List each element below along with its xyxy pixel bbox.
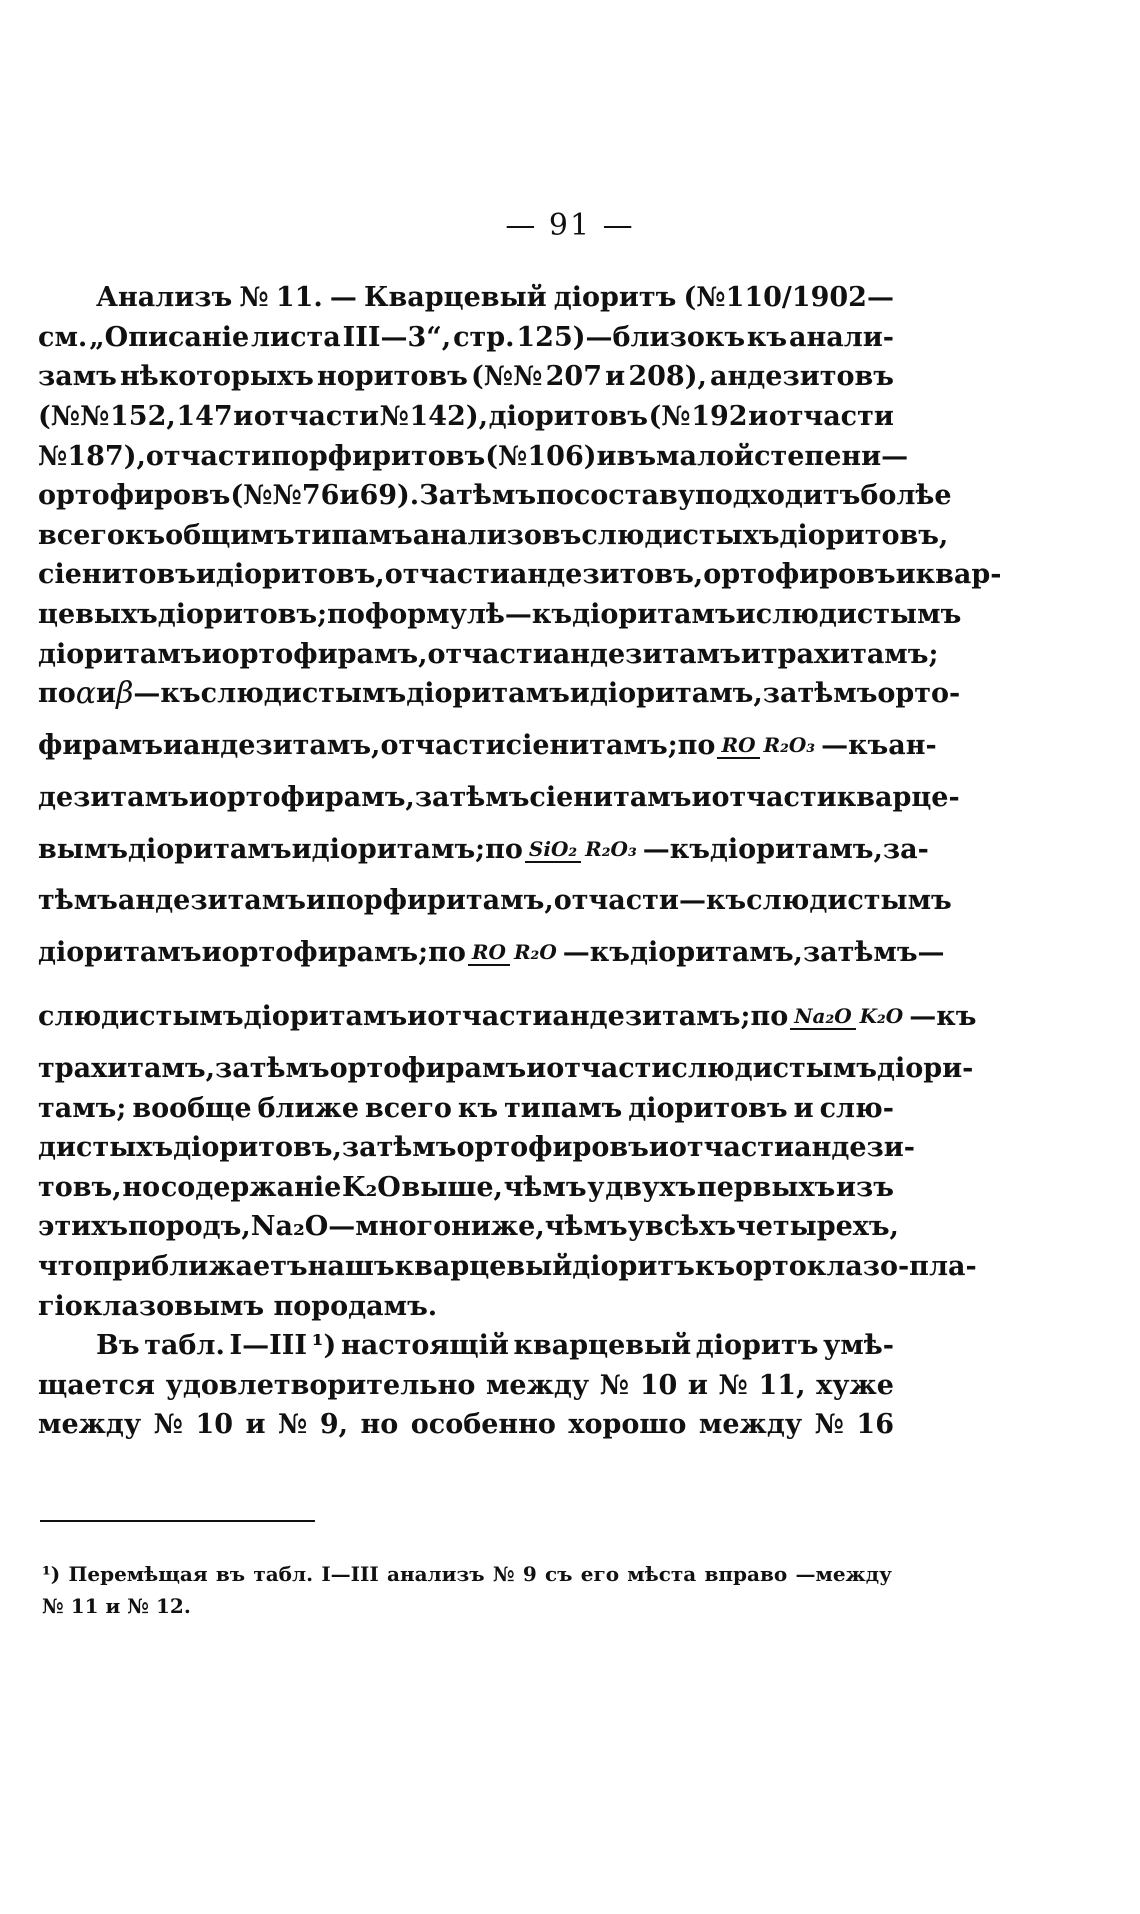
word: діоритамъ,	[589, 678, 763, 710]
word: сіенитовъ	[38, 559, 196, 591]
word: анализовъ	[412, 519, 582, 551]
word: и	[339, 480, 360, 512]
word: сіенитамъ;	[505, 730, 678, 762]
text-line	[38, 1168, 894, 1208]
word: ортофирамъ,	[208, 781, 415, 813]
word: затѣмъ	[802, 937, 918, 969]
word: діоритовъ	[488, 401, 648, 433]
word: ортофирамъ,	[221, 638, 428, 670]
word: кварцевый	[513, 1330, 692, 1362]
text-line	[38, 1286, 894, 1326]
word: и	[245, 1409, 266, 1441]
word: андези-	[794, 1132, 915, 1164]
word: —къ	[133, 678, 201, 710]
word: и	[691, 781, 712, 813]
word: и	[687, 1369, 708, 1401]
paragraph-analysis	[38, 278, 1002, 1326]
paragraph-table	[38, 1326, 894, 1445]
word: и	[735, 599, 756, 631]
word: гіоклазовымъ породамъ.	[38, 1290, 438, 1322]
word: между	[38, 1409, 142, 1441]
word: и	[201, 638, 222, 670]
word: затѣмъ	[414, 781, 530, 813]
word: и	[96, 678, 117, 710]
word: I—III	[229, 1330, 308, 1362]
fraction-denominator: R₂O₃	[585, 836, 637, 861]
word: ортофировъ	[456, 1132, 649, 1164]
word: и	[596, 440, 617, 472]
word: слюдистымъ	[746, 885, 952, 917]
word: по	[428, 937, 466, 969]
word: 10	[195, 1409, 234, 1441]
word: по	[327, 599, 365, 631]
word: 106)	[527, 440, 597, 472]
word: и	[407, 1001, 428, 1033]
word: табл.	[144, 1330, 225, 1362]
word: между	[485, 1369, 590, 1401]
word: хорошо	[568, 1409, 687, 1441]
word: (№	[648, 401, 691, 433]
word: удовлетворительно	[165, 1369, 476, 1401]
word: товъ,	[38, 1171, 122, 1203]
word: стр.	[453, 321, 515, 353]
word: всѣхъ	[644, 1211, 736, 1243]
word: отчасти	[427, 638, 553, 670]
word: Кварцевый	[363, 282, 547, 314]
word: андезитамъ;	[552, 1001, 751, 1033]
word: (№№	[230, 480, 302, 512]
fraction-denominator: R₂O	[513, 940, 557, 965]
word: —	[562, 937, 590, 969]
word: и	[291, 833, 312, 865]
text-line	[38, 674, 961, 714]
word: отчасти	[768, 401, 894, 433]
word: у	[587, 1171, 605, 1203]
word: щается	[38, 1369, 156, 1401]
word: содержаніе	[160, 1171, 342, 1203]
word: андезитовъ	[710, 361, 894, 393]
fraction-numerator: SiO₂	[525, 837, 581, 863]
word: затѣмъ	[215, 1053, 330, 1085]
word: ¹)	[311, 1330, 337, 1362]
word: ортофирамъ;	[221, 937, 429, 969]
fraction-denominator: K₂O	[859, 1004, 904, 1029]
word: нашъ	[307, 1250, 395, 1282]
word: отчасти	[427, 1001, 553, 1033]
word: тамъ;	[38, 1092, 127, 1124]
word: 9	[522, 1562, 537, 1586]
word: вымъ	[38, 833, 128, 865]
word: ортофировъ	[38, 480, 231, 512]
word: I—III	[321, 1562, 379, 1586]
word: (№№	[471, 361, 543, 393]
word: и	[201, 937, 222, 969]
text-line	[38, 357, 894, 397]
word: отчасти	[384, 559, 510, 591]
text-line	[38, 595, 962, 635]
word: къ	[694, 1250, 736, 1282]
word: Na₂O—много	[250, 1211, 452, 1243]
text-line	[38, 634, 939, 674]
text-line	[38, 476, 952, 516]
word: кварце-	[836, 781, 960, 813]
word: слюдистымъ	[38, 1001, 244, 1033]
word: общимъ	[165, 519, 295, 551]
text-line	[38, 921, 945, 985]
word: отчасти	[553, 885, 679, 917]
word: типамъ	[504, 1092, 623, 1124]
word: ¹)	[42, 1562, 61, 1586]
word: дистыхъ	[38, 1132, 174, 1164]
word: №	[814, 1409, 844, 1441]
word: 9,	[319, 1409, 349, 1441]
word: 11,	[758, 1369, 806, 1401]
text-line	[38, 555, 1002, 595]
word: въ	[215, 1562, 246, 1586]
word: фирамъ	[38, 730, 163, 762]
word: и	[648, 1132, 669, 1164]
word: и	[748, 401, 769, 433]
word: къ	[669, 833, 710, 865]
text-line	[38, 778, 960, 818]
word: №	[492, 1562, 515, 1586]
word: 142),	[409, 401, 489, 433]
text-line	[38, 817, 929, 881]
word: между	[698, 1409, 803, 1441]
word: андезитамъ	[552, 638, 741, 670]
word: хуже	[816, 1369, 894, 1401]
word: діоритамъ	[38, 937, 202, 969]
word: андезитамъ,	[182, 730, 381, 762]
beta-symbol: β	[116, 676, 134, 712]
word: норитовъ	[316, 361, 468, 393]
text-line	[38, 714, 937, 778]
word: анали-	[788, 321, 894, 353]
word: и	[605, 361, 626, 393]
word: діори-	[877, 1053, 974, 1085]
word: порфиритамъ,	[326, 885, 554, 917]
word: къ	[124, 519, 166, 551]
word: 147	[176, 401, 233, 433]
word: діоритамъ	[38, 638, 202, 670]
word: отчасти	[253, 401, 380, 433]
word: замъ	[38, 361, 117, 393]
word: и	[188, 781, 209, 813]
word: но	[360, 1409, 399, 1441]
word: четырехъ,	[735, 1211, 899, 1243]
word: отчасти	[145, 440, 272, 472]
word: съ	[544, 1562, 573, 1586]
fraction	[468, 942, 561, 963]
word: вообще	[132, 1092, 252, 1124]
word: 16	[856, 1409, 894, 1441]
word: къ	[589, 937, 630, 969]
word: отчасти	[668, 1132, 795, 1164]
word: листа	[251, 321, 341, 353]
word: отчасти	[380, 730, 506, 762]
word: діоритовъ,	[215, 559, 385, 591]
word: къ	[705, 885, 747, 917]
word: №	[38, 440, 68, 472]
word: орто-	[877, 678, 961, 710]
word: кварцевый	[394, 1250, 573, 1282]
word: —между	[795, 1562, 892, 1586]
word: „Описаніе	[89, 321, 250, 353]
word: что	[38, 1250, 93, 1282]
text-line	[38, 1049, 974, 1089]
word: дезитамъ	[38, 781, 189, 813]
word: ан-	[888, 730, 937, 762]
word: Затѣмъ	[419, 480, 537, 512]
text-line	[38, 1247, 977, 1287]
word: ортоклазо-пла-	[735, 1250, 977, 1282]
text-line	[38, 1405, 894, 1445]
word: и	[740, 638, 761, 670]
word: порфиритовъ	[271, 440, 486, 472]
word: у	[627, 1211, 645, 1243]
fraction	[790, 1006, 907, 1027]
word: затѣмъ	[762, 678, 878, 710]
word: 76	[301, 480, 340, 512]
word: андезитовъ,	[509, 559, 704, 591]
text-line	[38, 1088, 894, 1128]
word: 69).	[359, 480, 420, 512]
word: его	[580, 1562, 620, 1586]
word: къ	[746, 321, 788, 353]
word: и	[305, 885, 326, 917]
fraction-numerator: Na₂O	[790, 1004, 855, 1030]
word: къ	[457, 1092, 499, 1124]
word: см.	[38, 321, 88, 353]
fraction-numerator: RO	[717, 733, 759, 759]
footnote-line	[42, 1590, 892, 1622]
word: ортофировъ	[703, 559, 896, 591]
word: по	[536, 480, 574, 512]
word: слюдистыхъ	[581, 519, 780, 551]
word: тѣмъ	[38, 885, 118, 917]
footnote-text: № 11 и № 12.	[42, 1594, 191, 1618]
word: типамъ	[294, 519, 413, 551]
alpha-symbol: α	[75, 676, 97, 712]
word: №	[379, 401, 409, 433]
word: породъ,	[128, 1211, 251, 1243]
word: по	[750, 1001, 789, 1033]
word: анализъ	[386, 1562, 485, 1586]
word: всего	[38, 519, 125, 551]
word: чѣмъ	[544, 1211, 628, 1243]
word: нѣкоторыхъ	[120, 361, 314, 393]
word: —къ	[909, 1001, 977, 1033]
word: въ	[616, 440, 657, 472]
text-line	[38, 1326, 894, 1366]
fraction	[525, 836, 641, 861]
word: подходитъ	[695, 480, 861, 512]
word: діоритамъ;	[311, 833, 486, 865]
word: но	[122, 1171, 161, 1203]
word: 207	[545, 361, 602, 393]
word: 125)—близокъ	[516, 321, 746, 353]
word: ближе	[257, 1092, 359, 1124]
fraction-denominator: R₂O₃	[763, 733, 816, 758]
word: и	[793, 1092, 814, 1124]
word: №	[153, 1409, 184, 1441]
word: —	[329, 282, 357, 314]
word: Въ	[96, 1330, 140, 1362]
word: K₂O	[341, 1171, 401, 1203]
word: болѣе	[860, 480, 952, 512]
word: —	[821, 730, 849, 762]
word: затѣмъ	[341, 1132, 457, 1164]
word: слюдистымъ	[200, 678, 407, 710]
word: по	[485, 833, 523, 865]
footnotes	[42, 1558, 892, 1622]
word: и	[233, 401, 254, 433]
footnote-line	[42, 1558, 892, 1590]
word: первыхъ	[696, 1171, 836, 1203]
text-line	[38, 1365, 894, 1405]
word: слюдистымъ	[671, 1053, 878, 1085]
text-line	[38, 516, 949, 556]
word: 187),	[67, 440, 146, 472]
text-line	[38, 397, 894, 437]
word: діоритамъ,	[709, 833, 883, 865]
word: 192	[691, 401, 748, 433]
word: и	[895, 559, 916, 591]
text-line	[38, 881, 952, 921]
word: №	[599, 1369, 630, 1401]
word: діоритовъ;	[157, 599, 328, 631]
word: особенно	[410, 1409, 556, 1441]
word: (№110/1902—	[683, 282, 894, 314]
word: всего	[364, 1092, 452, 1124]
word: изъ	[835, 1171, 894, 1203]
text-line	[38, 436, 909, 476]
word: и	[569, 678, 590, 710]
word: умѣ-	[823, 1330, 894, 1362]
word: трахитамъ,	[38, 1053, 216, 1085]
fraction	[717, 735, 819, 756]
word: ниже,	[451, 1211, 545, 1243]
word: выше,	[401, 1171, 503, 1203]
word: Перемѣщая	[68, 1562, 208, 1586]
word: приближаетъ	[92, 1250, 308, 1282]
word: двухъ	[605, 1171, 697, 1203]
word: этихъ	[38, 1211, 129, 1243]
word: составу	[573, 480, 696, 512]
word: діоритамъ	[406, 678, 570, 710]
word: Анализъ	[96, 282, 233, 314]
word: діоритамъ	[572, 599, 736, 631]
word: діоритъ	[553, 282, 677, 314]
word: отчасти	[546, 1053, 672, 1085]
word: и	[526, 1053, 547, 1085]
word: степени—	[754, 440, 909, 472]
word: мѣста	[627, 1562, 697, 1586]
text-line	[38, 1128, 915, 1168]
word: —	[642, 833, 670, 865]
word: (№	[485, 440, 528, 472]
word: табл.	[253, 1562, 314, 1586]
word: №	[239, 282, 269, 314]
word: 208),	[628, 361, 707, 393]
word: діоритъ	[695, 1330, 819, 1362]
word: формулѣ—къ	[364, 599, 573, 631]
word: слюдистымъ	[755, 599, 962, 631]
word: вправо	[704, 1562, 788, 1586]
text-line	[38, 278, 894, 318]
fraction-numerator: RO	[468, 940, 510, 966]
word: чѣмъ	[503, 1171, 587, 1203]
word: діоритамъ	[243, 1001, 408, 1033]
word: діоритъ	[572, 1250, 695, 1282]
word: цевыхъ	[38, 599, 158, 631]
word: отчасти	[711, 781, 837, 813]
word: 152,	[110, 401, 176, 433]
word: и	[195, 559, 216, 591]
word: ортофирамъ	[329, 1053, 527, 1085]
text-line	[38, 1207, 899, 1247]
word: и	[162, 730, 183, 762]
word: діоритовъ,	[779, 519, 949, 551]
word: III—3“,	[342, 321, 452, 353]
word: по	[677, 730, 716, 762]
word: діоритамъ	[128, 833, 292, 865]
word: діоритамъ,	[629, 937, 803, 969]
word: андезитамъ	[117, 885, 306, 917]
word: по	[38, 678, 76, 710]
page-number: — 91 —	[505, 208, 635, 243]
word: №	[718, 1369, 748, 1401]
word: сіенитамъ	[529, 781, 692, 813]
word: діоритовъ	[628, 1092, 788, 1124]
word: къ	[848, 730, 889, 762]
word: —	[678, 885, 706, 917]
word: малой	[656, 440, 755, 472]
word: 11.	[275, 282, 323, 314]
word: настоящій	[340, 1330, 509, 1362]
word: слю-	[819, 1092, 894, 1124]
word: 10	[639, 1369, 678, 1401]
word: за-	[882, 833, 929, 865]
word: (№№	[38, 401, 110, 433]
word: діоритовъ,	[173, 1132, 342, 1164]
body-text	[38, 278, 1002, 1445]
word: —	[917, 937, 945, 969]
word: №	[278, 1409, 308, 1441]
word: квар-	[915, 559, 1002, 591]
text-line	[38, 985, 977, 1049]
text-line	[38, 318, 894, 358]
word: трахитамъ;	[760, 638, 939, 670]
footnote-divider	[40, 1520, 315, 1522]
